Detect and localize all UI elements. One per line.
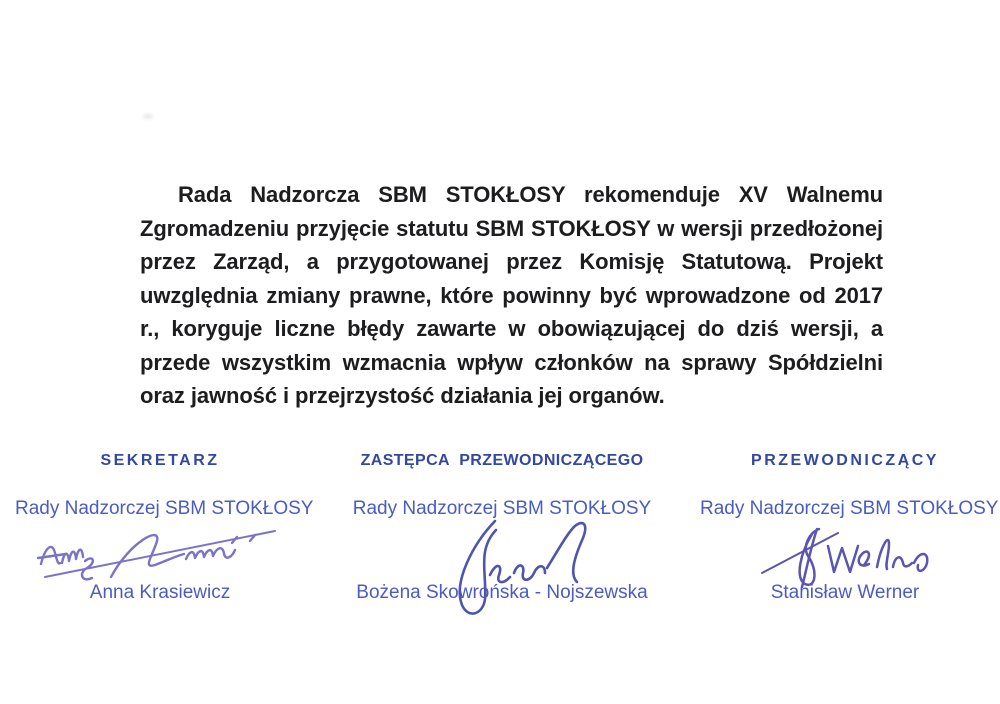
signature-name: Anna Krasiewicz [89,582,231,603]
signature-subtitle: Rady Nadzorczej SBM STOKŁOSY [700,498,999,519]
handwritten-signature-icon [352,518,652,583]
signature-subtitle: Rady Nadzorczej SBM STOKŁOSY [15,498,314,519]
handwritten-signature-icon [700,518,990,583]
signature-name: Bożena Skowrońska - Nojszewska [356,582,648,603]
signature-block-zastepca [352,452,652,603]
signature-name: Stanisław Werner [770,582,920,603]
handwritten-signature-icon [15,518,305,583]
signature-title: SEKRETARZ [100,452,220,469]
signature-title: ZASTĘPCA PRZEWODNICZĄCEGO [360,452,644,469]
signature-block-sekretarz [15,452,314,603]
resolution-paragraph: Rada Nadzorcza SBM STOKŁOSY rekomenduje XV Walnemu Zgromadzeniu przyjęcie statutu SBM STOKŁOSY w wersji przedłożonej przez Zarząd, a przygotowanej przez Komisję Statutową. Projekt uwzględnia zmiany prawne, które powinny być wprowadzone od 2017 r., koryguje liczne błędy zawarte w obowiązującej do dziś wersji, a przede wszystkim wzmacnia wpływ członków na sprawy Spółdzielni oraz jawność i przejrzystość działania jej organów. [140,182,883,408]
signature-subtitle: Rady Nadzorczej SBM STOKŁOSY [352,498,652,519]
signature-block-przewodniczacy [700,452,999,603]
scan-artifact [143,114,153,119]
signature-title: PRZEWODNICZĄCY [751,452,939,469]
